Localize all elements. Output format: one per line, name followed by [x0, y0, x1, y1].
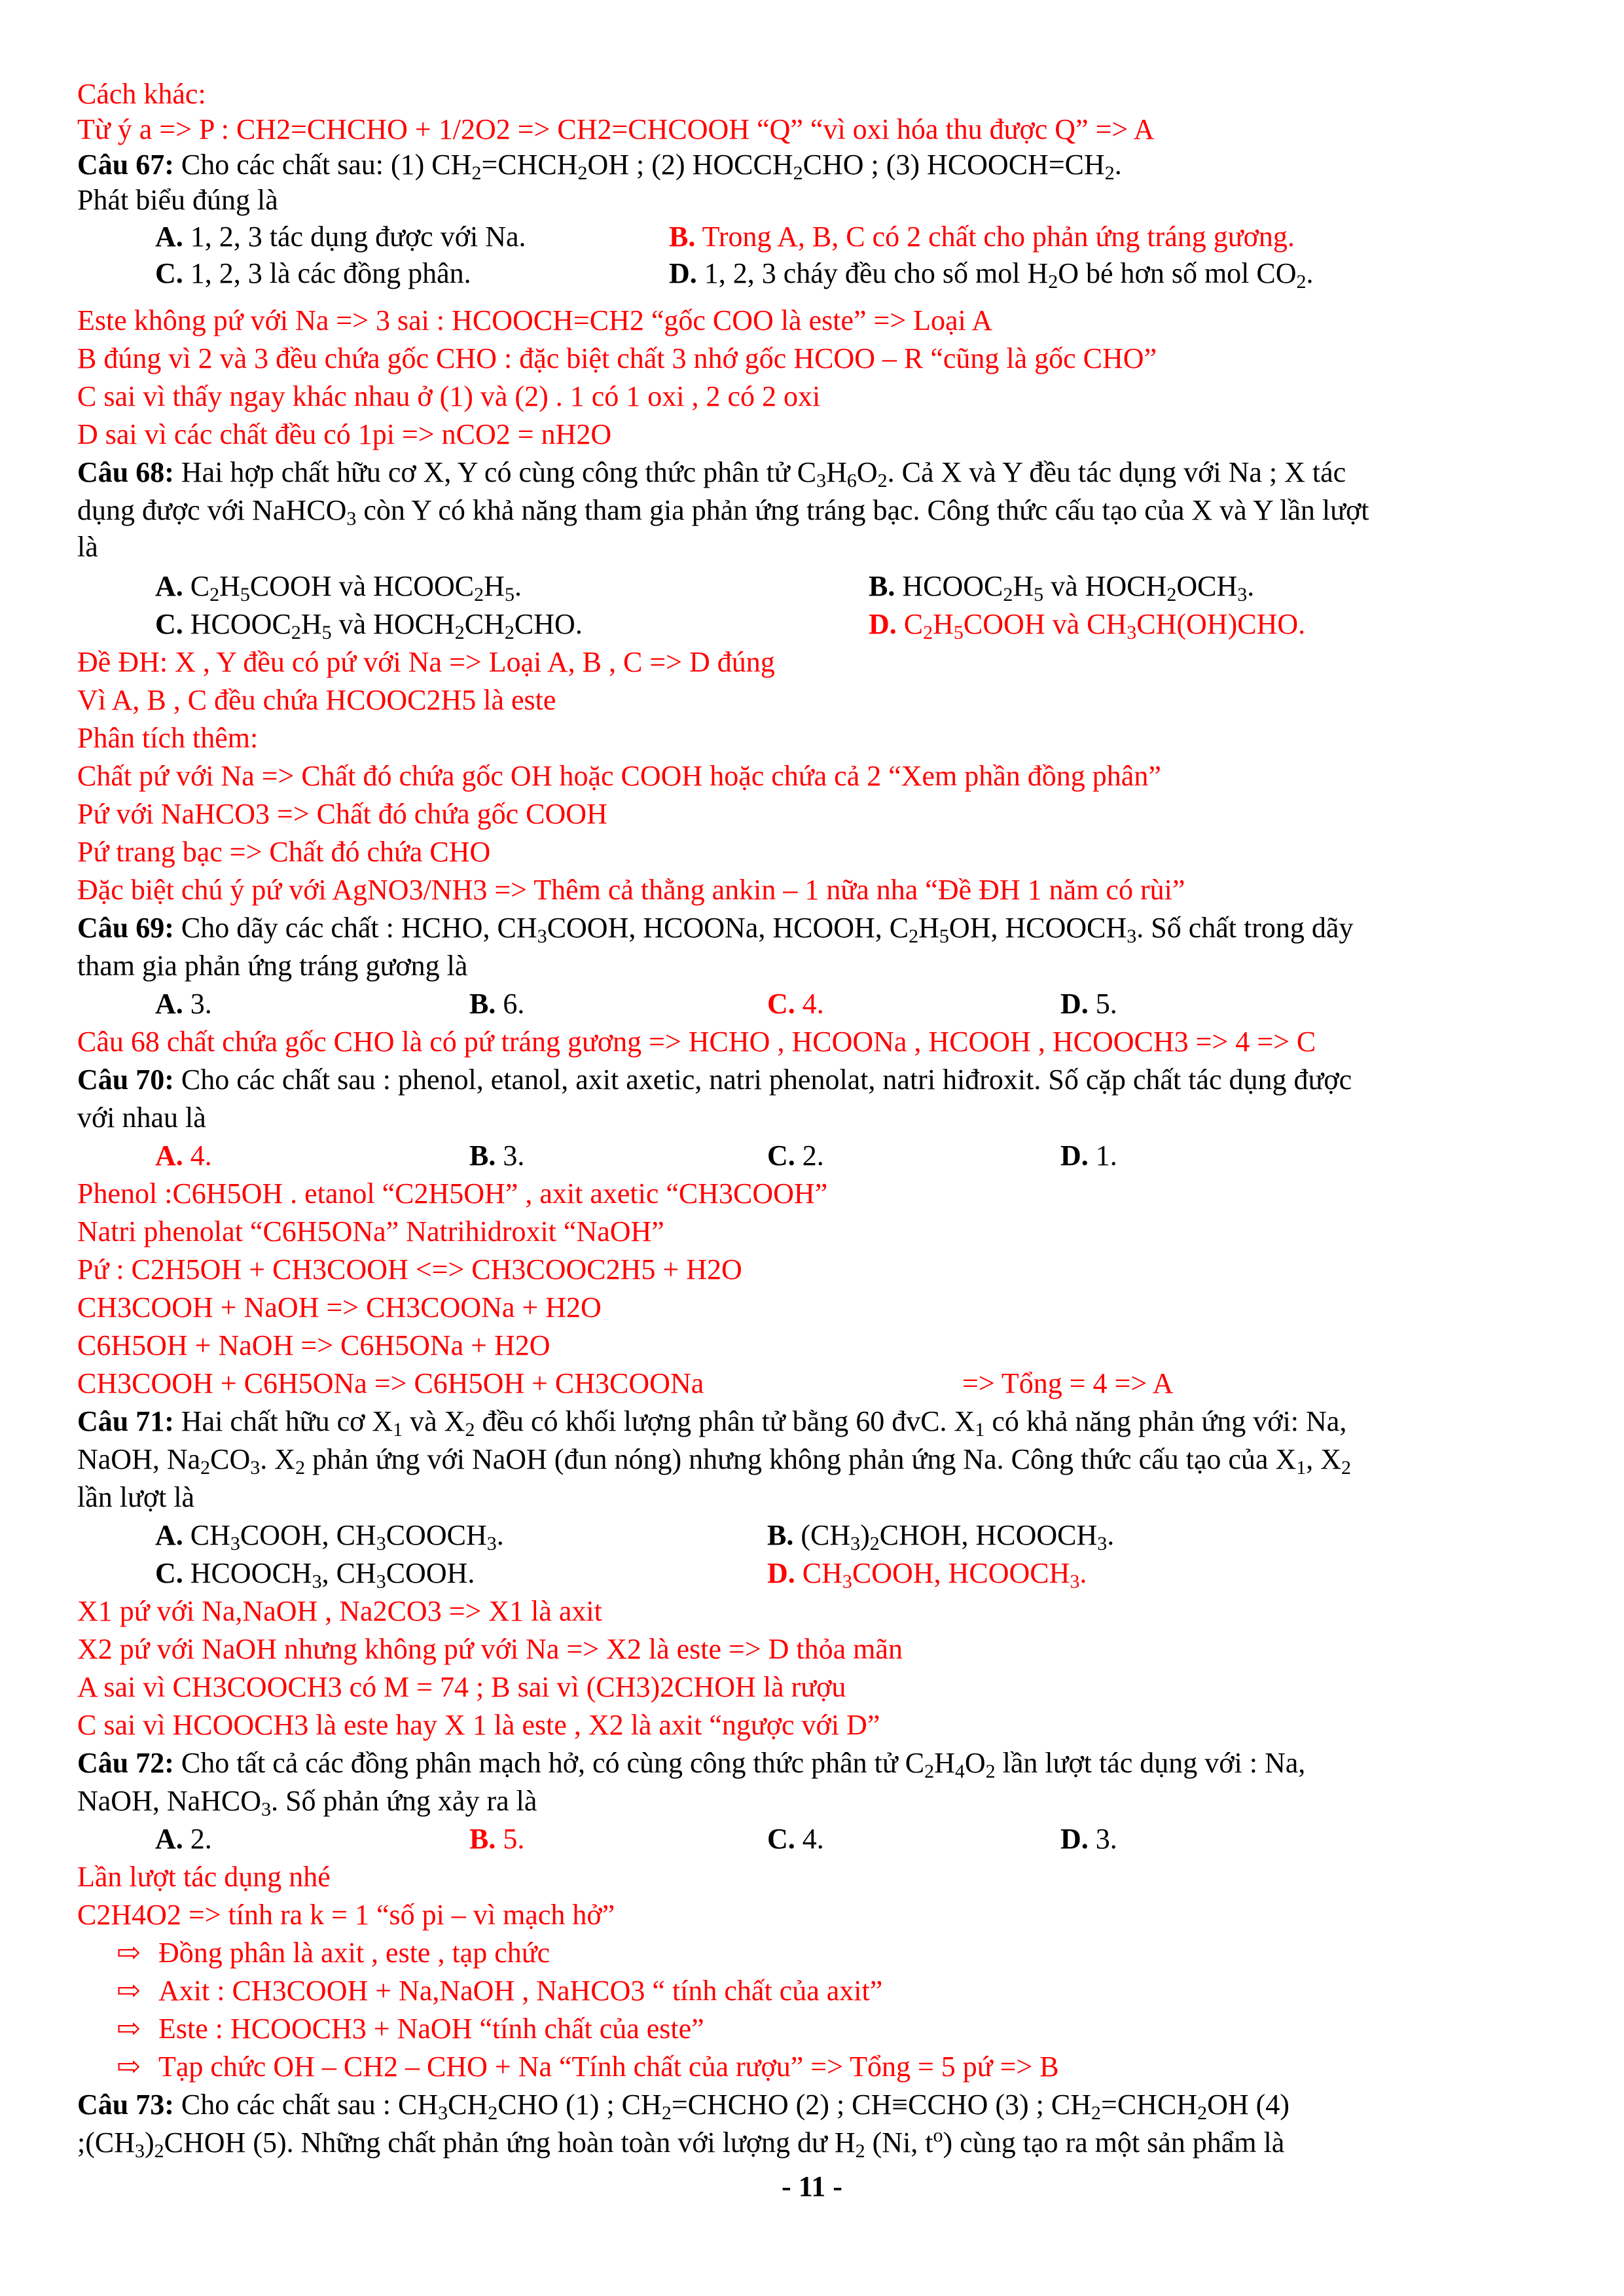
- alt-method-line: Từ ý a => P : CH2=CHCHO + 1/2O2 => CH2=CHCOOH “Q” “vì oxi hóa thu được Q” => A: [77, 113, 1155, 145]
- explanation-line: Lần lượt tác dụng nhé: [77, 1861, 331, 1893]
- arrow-right-icon: ⇨: [117, 1937, 141, 1969]
- q67-option-a: A. 1, 2, 3 tác dụng được với Na.: [155, 221, 526, 253]
- explanation-conclusion: => Tổng = 4 => A: [962, 1367, 1174, 1399]
- question-69: Câu 69: Cho dãy các chất : HCHO, $CH_3COOH$, HCOONa, HCOOH, $C_2H_5OH$, $HCOOCH_3$. Số chất trong dãy: [77, 912, 1354, 947]
- q69-option-c: C. 4.: [767, 988, 824, 1020]
- explanation-line: Pứ : C2H5OH + CH3COOH <=> CH3COOC2H5 + H2O: [77, 1253, 742, 1285]
- q68-option-b: B. $HCOOC_2H_5$ và $HOCH_2OCH_3$.: [869, 570, 1255, 605]
- question-67: Câu 67: Cho các chất sau: (1) $CH_2=CHCH_2OH$ ; (2) $HOCCH_2CHO$ ; (3) $HCOOCH=CH_2$.: [77, 149, 1122, 184]
- arrow-right-icon: ⇨: [117, 2013, 141, 2045]
- explanation-line: Este không pứ với Na => 3 sai : HCOOCH=CH2 “gốc COO là este” => Loại A: [77, 304, 993, 336]
- question-70-line2: với nhau là: [77, 1102, 206, 1134]
- q72-option-a: A. 2.: [155, 1823, 212, 1855]
- question-68: Câu 68: Hai hợp chất hữu cơ X, Y có cùng công thức phân tử $C_3H_6O_2$. Cả X và Y đều tác dụng với Na ; X tác: [77, 456, 1346, 492]
- explanation-line: C2H4O2 => tính ra k = 1 “số pi – vì mạch hở”: [77, 1899, 615, 1931]
- question-68-line2: dụng được với NaHCO$_3$ còn Y có khả năng tham gia phản ứng tráng bạc. Công thức cấu tạo của X và Y lần lượt: [77, 494, 1369, 529]
- question-67-line2: Phát biểu đúng là: [77, 184, 278, 216]
- q68-option-a: A. $C_2H_5COOH$ và $HCOOC_2H_5$.: [155, 570, 522, 605]
- question-label: Câu 67:: [77, 149, 174, 181]
- explanation-line: Phenol :C6H5OH . etanol “C2H5OH” , axit axetic “CH3COOH”: [77, 1177, 828, 1210]
- question-68-line3: là: [77, 531, 98, 563]
- explanation-line: X2 pứ với NaOH nhưng không pứ với Na => X2 là este => D thỏa mãn: [77, 1633, 903, 1665]
- question-72-line2: NaOH, NaHCO$_3$. Số phản ứng xảy ra là: [77, 1785, 537, 1820]
- bullet-item: ⇨ Tạp chức OH – CH2 – CHO + Na “Tính chất của rượu” => Tổng = 5 pứ => B: [117, 2051, 1059, 2083]
- explanation-line: D sai vì các chất đều có 1pi => nCO2 = nH2O: [77, 418, 612, 450]
- q71-option-d: D. $CH_3COOH$, $HCOOCH_3$.: [767, 1557, 1087, 1592]
- explanation-line: C6H5OH + NaOH => C6H5ONa + H2O: [77, 1329, 550, 1361]
- q70-option-d: D. 1.: [1060, 1139, 1117, 1172]
- q72-option-c: C. 4.: [767, 1823, 824, 1855]
- q72-option-b: B. 5.: [469, 1823, 525, 1855]
- explanation-line: C sai vì HCOOCH3 là este hay X 1 là este , X2 là axit “ngược với D”: [77, 1709, 880, 1741]
- arrow-right-icon: ⇨: [117, 1975, 141, 2007]
- explanation-line: B đúng vì 2 và 3 đều chứa gốc CHO : đặc biệt chất 3 nhớ gốc HCOO – R “cũng là gốc CHO”: [77, 342, 1157, 374]
- bullet-item: ⇨ Đồng phân là axit , este , tạp chức: [117, 1937, 550, 1969]
- q69-option-d: D. 5.: [1060, 988, 1117, 1020]
- explanation-line: Đặc biệt chú ý pứ với AgNO3/NH3 => Thêm cả thằng ankin – 1 nữa nha “Đề ĐH 1 năm có rùi”: [77, 874, 1185, 906]
- q69-option-b: B. 6.: [469, 988, 525, 1020]
- explanation-line: Phân tích thêm:: [77, 722, 259, 754]
- explanation-line: CH3COOH + NaOH => CH3COONa + H2O: [77, 1291, 602, 1323]
- arrow-right-icon: ⇨: [117, 2051, 141, 2083]
- q70-option-c: C. 2.: [767, 1139, 824, 1172]
- q70-option-b: B. 3.: [469, 1139, 525, 1172]
- explanation-line: Đề ĐH: X , Y đều có pứ với Na => Loại A, B , C => D đúng: [77, 646, 775, 678]
- question-70: Câu 70: Cho các chất sau : phenol, etanol, axit axetic, natri phenolat, natri hiđroxit. Số cặp chất tác dụng được: [77, 1064, 1352, 1096]
- q67-option-b: B. Trong A, B, C có 2 chất cho phản ứng tráng gương.: [669, 221, 1295, 253]
- q71-option-c: C. $HCOOCH_3$, $CH_3COOH$.: [155, 1557, 475, 1592]
- q67-option-c: C. 1, 2, 3 là các đồng phân.: [155, 257, 471, 289]
- question-73-line2: $;(CH_3)_2CHOH$ (5). Những chất phản ứng hoàn toàn với lượng dư $H_2$ (Ni, $t^o$) cùng tạo ra một sản phẩm là: [77, 2125, 1285, 2162]
- explanation-line: Natri phenolat “C6H5ONa” Natrihidroxit “NaOH”: [77, 1215, 664, 1247]
- q70-option-a: A. 4.: [155, 1139, 212, 1172]
- explanation-line: C sai vì thấy ngay khác nhau ở (1) và (2) . 1 có 1 oxi , 2 có 2 oxi: [77, 380, 821, 412]
- bullet-item: ⇨ Axit : CH3COOH + Na,NaOH , NaHCO3 “ tính chất của axit”: [117, 1975, 883, 2007]
- explanation-line: Vì A, B , C đều chứa HCOOC2H5 là este: [77, 684, 556, 716]
- question-71-line3: lần lượt là: [77, 1481, 195, 1513]
- q71-option-b: B. $(CH_3)_2CHOH$, $HCOOCH_3$.: [767, 1519, 1115, 1554]
- explanation-line: Pứ trang bạc => Chất đó chứa CHO: [77, 836, 491, 868]
- question-72: Câu 72: Cho tất cả các đồng phân mạch hở, có cùng công thức phân tử $C_2H_4O_2$ lần lượt tác dụng với : Na,: [77, 1747, 1306, 1782]
- explanation-line: X1 pứ với Na,NaOH , Na2CO3 => X1 là axit: [77, 1595, 602, 1627]
- page-number: - 11 -: [782, 2170, 842, 2202]
- explanation-line: Pứ với NaHCO3 => Chất đó chứa gốc COOH: [77, 798, 607, 830]
- explanation-line: A sai vì CH3COOCH3 có M = 74 ; B sai vì (CH3)2CHOH là rượu: [77, 1671, 846, 1703]
- explanation-line: CH3COOH + C6H5ONa => C6H5OH + CH3COONa: [77, 1367, 704, 1399]
- question-71-line2: NaOH, $Na_2CO_3$. $X_2$ phản ứng với NaOH (đun nóng) nhưng không phản ứng Na. Công thức cấu tạo của $X_1$, $X_2$: [77, 1443, 1352, 1479]
- explanation-line: Chất pứ với Na => Chất đó chứa gốc OH hoặc COOH hoặc chứa cả 2 “Xem phần đồng phân”: [77, 760, 1161, 792]
- question-73: Câu 73: Cho các chất sau : $CH_3CH_2CHO$ (1) ; $CH_2=CHCHO$ (2) ; CH≡CCHO (3) ; $CH_2=CHCH_2OH$ (4): [77, 2089, 1290, 2124]
- q71-option-a: A. $CH_3COOH$, $CH_3COOCH_3$.: [155, 1519, 504, 1554]
- q68-option-d: D. $C_2H_5COOH$ và $CH_3CH(OH)CHO$.: [869, 608, 1306, 643]
- q72-option-d: D. 3.: [1060, 1823, 1117, 1855]
- question-69-line2: tham gia phản ứng tráng gương là: [77, 950, 468, 982]
- question-71: Câu 71: Hai chất hữu cơ $X_1$ và $X_2$ đều có khối lượng phân tử bằng 60 đvC. $X_1$ có khả năng phản ứng với: Na,: [77, 1405, 1347, 1441]
- explanation-line: Câu 68 chất chứa gốc CHO là có pứ tráng gương => HCHO , HCOONa , HCOOH , HCOOCH3 => 4 => C: [77, 1026, 1316, 1058]
- q67-option-d: D. 1, 2, 3 cháy đều cho số mol $H_2O$ bé hơn số mol $CO_2$.: [669, 257, 1314, 293]
- q68-option-c: C. $HCOOC_2H_5$ và $HOCH_2CH_2CHO$.: [155, 608, 583, 643]
- alt-method-heading: Cách khác:: [77, 78, 206, 110]
- q69-option-a: A. 3.: [155, 988, 212, 1020]
- bullet-item: ⇨ Este : HCOOCH3 + NaOH “tính chất của este”: [117, 2013, 704, 2045]
